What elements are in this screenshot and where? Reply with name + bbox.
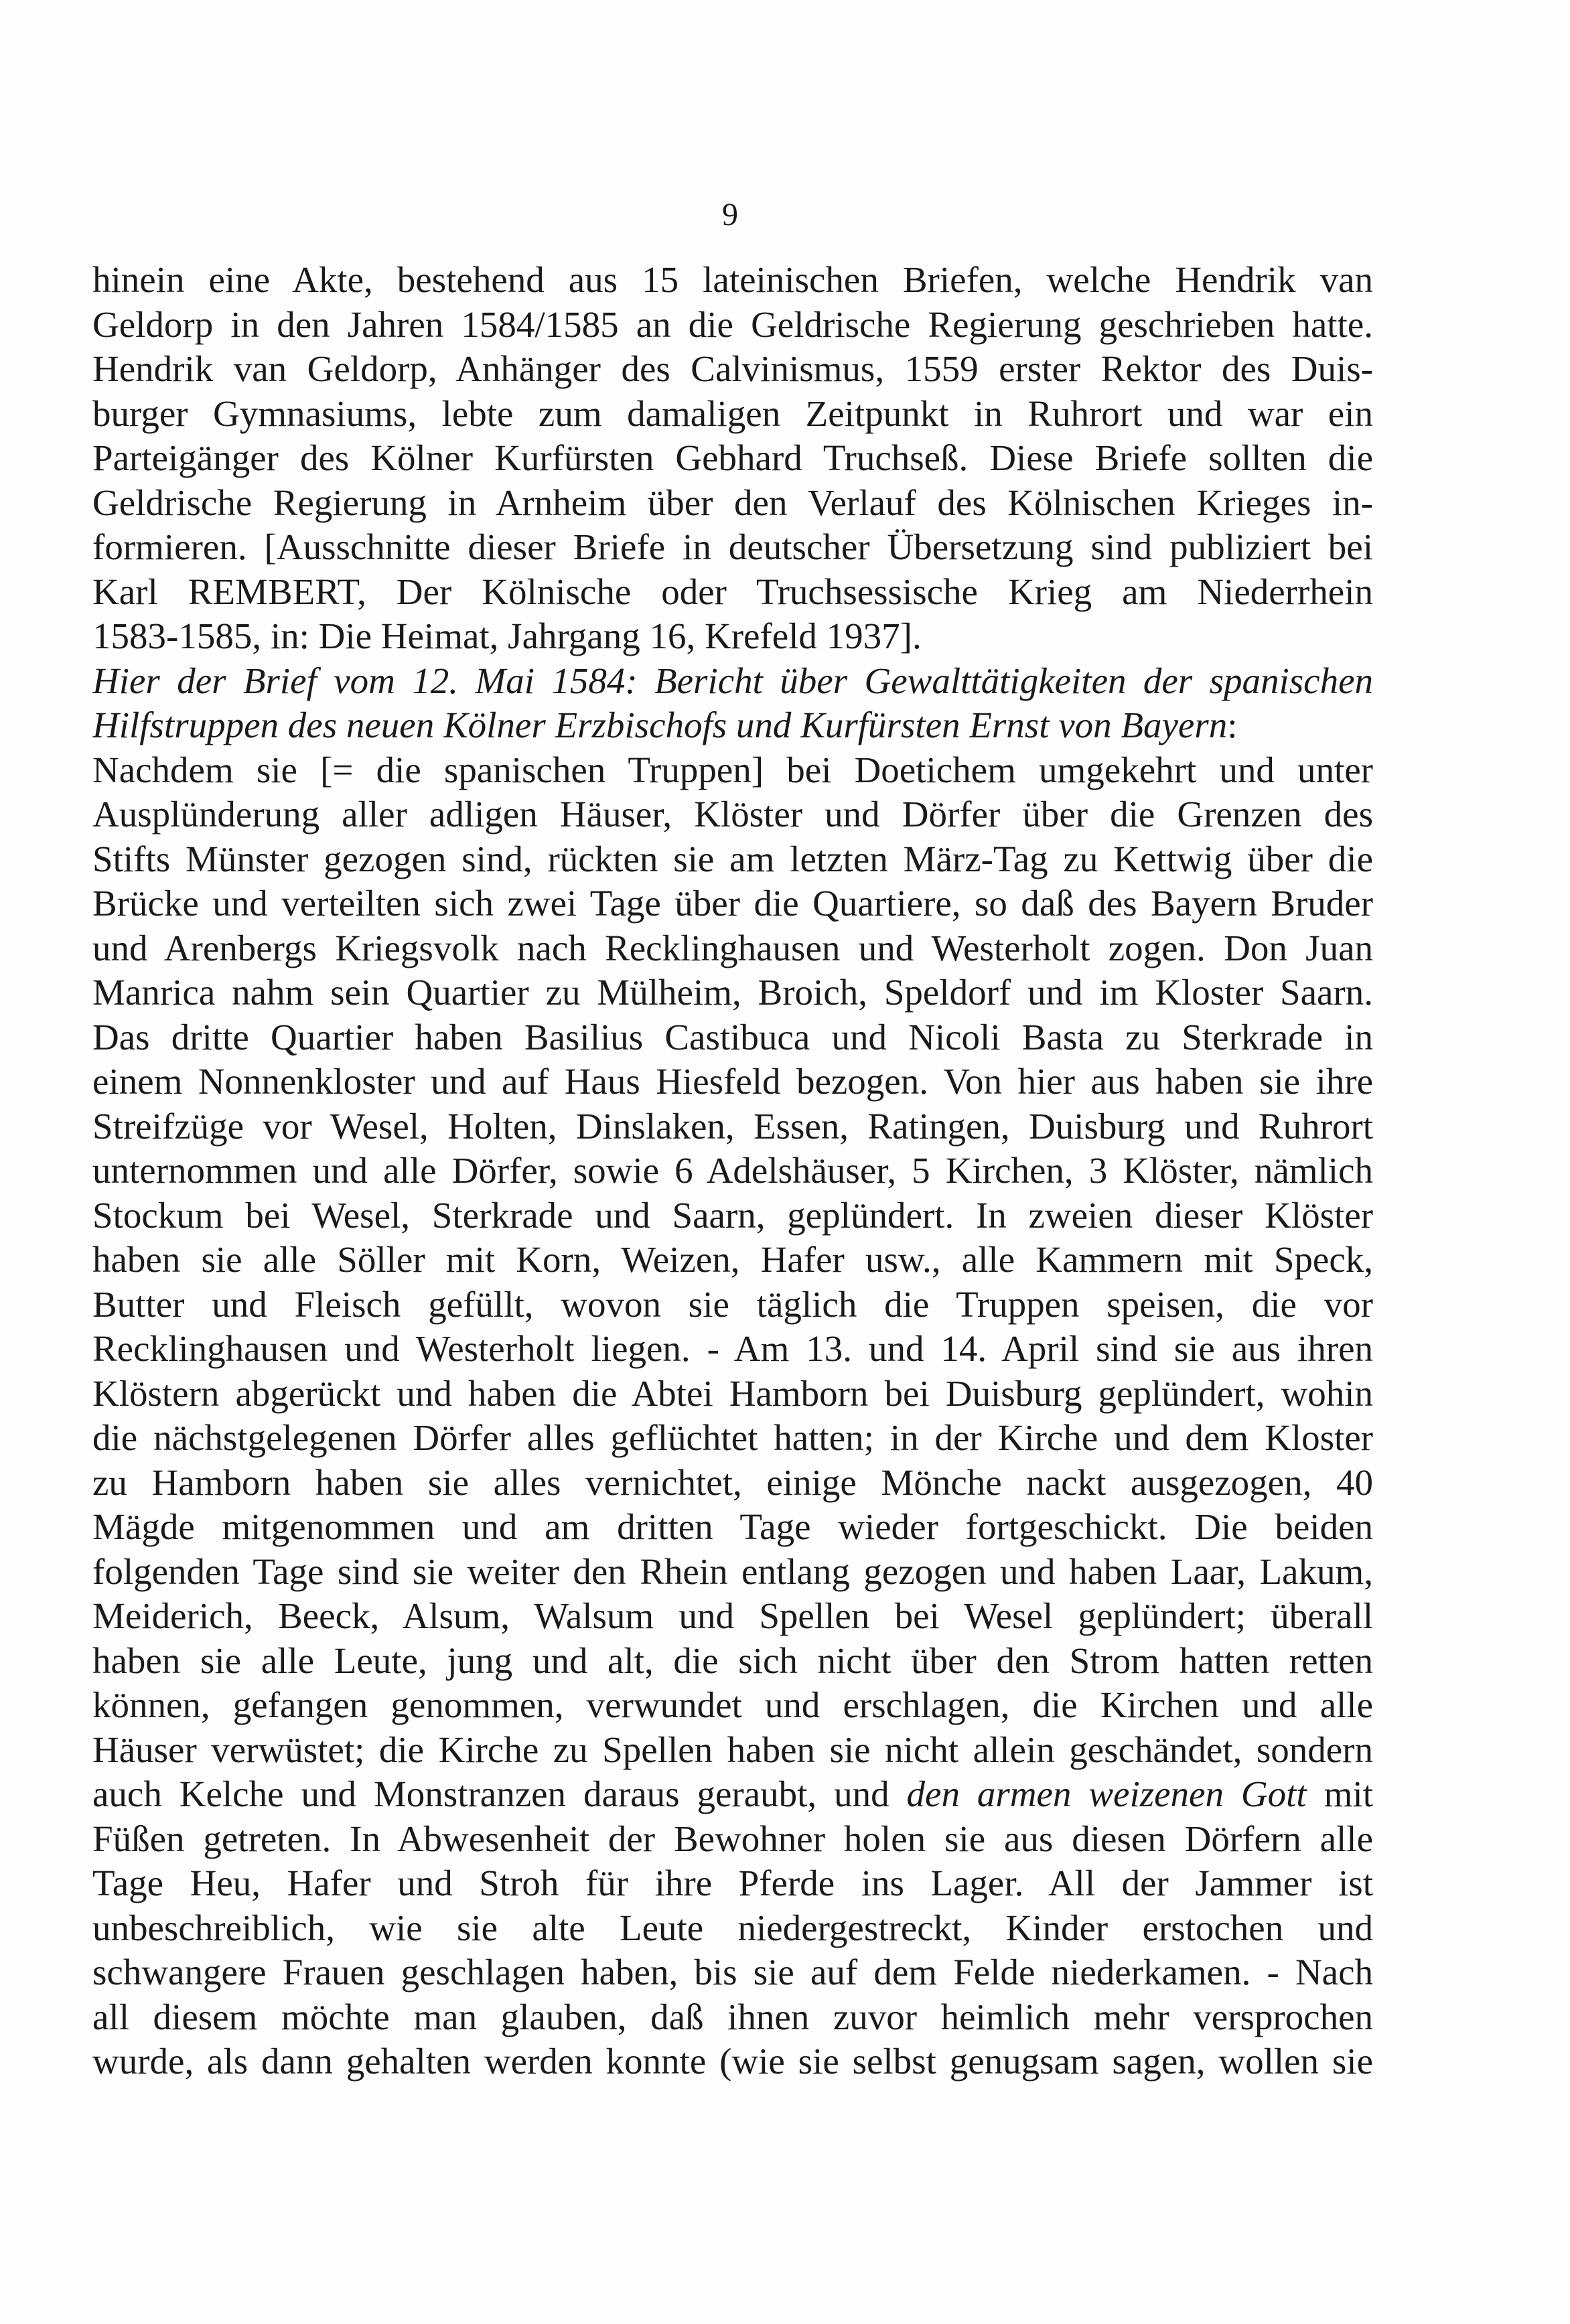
text-segment: Karl REMBERT, Der Kölnische oder Truchsessische Krieg am Niederrhein [92, 571, 1373, 612]
text-segment: auch Kelche und Monstranzen daraus geraubt, und [92, 1773, 907, 1814]
text-line [92, 1728, 1373, 1773]
text-segment: Parteigänger des Kölner Kurfürsten Gebhard Truchseß. Diese Briefe sollten die [92, 437, 1373, 478]
text-line [92, 1594, 1373, 1639]
text-line [92, 1015, 1373, 1060]
text-line [92, 1995, 1373, 2040]
text-segment: und Arenbergs Kriegsvolk nach Recklinghausen und Westerholt zogen. Don Juan [92, 927, 1373, 968]
text-line [92, 303, 1373, 348]
text-segment: zu Hamborn haben sie alles vernichtet, einige Mönche nackt ausgezogen, 40 [92, 1461, 1373, 1503]
text-segment: Manrica nahm sein Quartier zu Mülheim, Broich, Speldorf und im Kloster Saarn. [92, 972, 1373, 1013]
text-segment: wurde, als dann gehalten werden konnte (wie sie selbst genugsam sagen, wollen sie [92, 2041, 1373, 2082]
text-segment: haben sie alle Söller mit Korn, Weizen, Hafer usw., alle Kammern mit Speck, [92, 1239, 1373, 1280]
text-segment: Brücke und verteilten sich zwei Tage über die Quartiere, so daß des Bayern Bruder [92, 883, 1373, 924]
text-segment: die nächstgelegenen Dörfer alles geflüchtet hatten; in der Kirche und dem Kloster [92, 1417, 1373, 1458]
text-segment: unternommen und alle Dörfer, sowie 6 Adelshäuser, 5 Kirchen, 3 Klöster, nämlich [92, 1150, 1373, 1191]
text-segment: Stifts Münster gezogen sind, rückten sie am letzten März-Tag zu Kettwig über die [92, 838, 1373, 879]
italic-text-segment: Hier der Brief vom 12. Mai 1584: Bericht über Gewalttätigkeiten der spanischen [92, 660, 1373, 701]
text-line [92, 1283, 1373, 1327]
text-line [92, 570, 1373, 615]
text-line [92, 970, 1373, 1015]
text-segment: hinein eine Akte, bestehend aus 15 lateinischen Briefen, welche Hendrik van [92, 259, 1373, 300]
text-line [92, 614, 1373, 659]
text-segment: Ausplünderung aller adligen Häuser, Klöster und Dörfer über die Grenzen des [92, 794, 1373, 834]
text-line [92, 1238, 1373, 1283]
text-line [92, 1327, 1373, 1372]
text-segment: all diesem möchte man glauben, daß ihnen zuvor heimlich mehr versprochen [92, 1996, 1373, 2037]
text-line [92, 748, 1373, 793]
text-line [92, 1550, 1373, 1595]
text-line [92, 1639, 1373, 1684]
text-segment: Geldorp in den Jahren 1584/1585 an die Geldrische Regierung geschrieben hatte. [92, 303, 1373, 345]
text-segment: 1583-1585, in: Die Heimat, Jahrgang 16, Krefeld 1937]. [92, 615, 922, 656]
text-line [92, 1861, 1373, 1906]
text-line [92, 881, 1373, 926]
text-line [92, 1372, 1373, 1417]
text-line [92, 392, 1373, 437]
text-segment: einem Nonnenkloster und auf Haus Hiesfeld bezogen. Von hier aus haben sie ihre [92, 1061, 1373, 1102]
italic-text-segment: den armen weizenen Gott [906, 1773, 1307, 1814]
text-segment: : [1227, 705, 1238, 745]
text-line [92, 1950, 1373, 1995]
text-segment: Tage Heu, Hafer und Stroh für ihre Pferde ins Lager. All der Jammer ist [92, 1863, 1373, 1903]
text-line [92, 1461, 1373, 1506]
text-segment: formieren. [Ausschnitte dieser Briefe in deutscher Übersetzung sind publiziert bei [92, 526, 1373, 567]
text-line [92, 258, 1373, 303]
text-segment: Mägde mitgenommen und am dritten Tage wieder fortgeschickt. Die beiden [92, 1506, 1373, 1547]
text-line [92, 481, 1373, 526]
text-segment: Nachdem sie [= die spanischen Truppen] bei Doetichem umgekehrt und unter [92, 749, 1373, 790]
text-line [92, 837, 1373, 882]
text-line [92, 792, 1373, 837]
text-segment: unbeschreiblich, wie sie alte Leute niedergestreckt, Kinder erstochen und [92, 1907, 1373, 1948]
text-line [92, 1906, 1373, 1951]
text-segment: Meiderich, Beeck, Alsum, Walsum und Spellen bei Wesel geplündert; überall [92, 1595, 1373, 1636]
text-line [92, 1416, 1373, 1461]
text-segment: Streifzüge vor Wesel, Holten, Dinslaken, Essen, Ratingen, Duisburg und Ruhrort [92, 1105, 1373, 1147]
text-line [92, 525, 1373, 570]
text-segment: Das dritte Quartier haben Basilius Castibuca und Nicoli Basta zu Sterkrade in [92, 1016, 1373, 1058]
text-line [92, 1149, 1373, 1193]
text-line [92, 1772, 1373, 1817]
text-segment: mit [1306, 1773, 1373, 1814]
text-segment: Füßen getreten. In Abwesenheit der Bewohner holen sie aus diesen Dörfern alle [92, 1818, 1373, 1859]
text-line [92, 1683, 1373, 1728]
text-segment: Stockum bei Wesel, Sterkrade und Saarn, geplündert. In zweien dieser Klöster [92, 1194, 1373, 1236]
text-line [92, 436, 1373, 481]
text-segment: Geldrische Regierung in Arnheim über den Verlauf des Kölnischen Krieges in- [92, 482, 1373, 523]
text-line [92, 347, 1373, 392]
text-segment: burger Gymnasiums, lebte zum damaligen Zeitpunkt in Ruhrort und war ein [92, 392, 1373, 434]
body-text [92, 258, 1373, 2084]
text-line [92, 1817, 1373, 1862]
text-segment: Häuser verwüstet; die Kirche zu Spellen haben sie nicht allein geschändet, sondern [92, 1729, 1373, 1770]
text-line [92, 926, 1373, 971]
text-line [92, 2039, 1373, 2084]
text-line [92, 1060, 1373, 1104]
page-number: 9 [722, 197, 738, 232]
text-segment: können, gefangen genommen, verwundet und erschlagen, die Kirchen und alle [92, 1684, 1373, 1725]
text-segment: haben sie alle Leute, jung und alt, die sich nicht über den Strom hatten retten [92, 1640, 1373, 1681]
text-line [92, 1505, 1373, 1550]
text-segment: Klöstern abgerückt und haben die Abtei Hamborn bei Duisburg geplündert, wohin [92, 1372, 1373, 1414]
italic-text-segment: Hilfstruppen des neuen Kölner Erzbischofs und Kurfürsten Ernst von Bayern [92, 705, 1228, 745]
text-segment: Butter und Fleisch gefüllt, wovon sie täglich die Truppen speisen, die vor [92, 1283, 1373, 1325]
text-line [92, 1193, 1373, 1238]
text-segment: Hendrik van Geldorp, Anhänger des Calvinismus, 1559 erster Rektor des Duis- [92, 348, 1373, 389]
text-segment: folgenden Tage sind sie weiter den Rhein entlang gezogen und haben Laar, Lakum, [92, 1550, 1373, 1592]
text-line [92, 659, 1373, 704]
text-line [92, 1104, 1373, 1149]
text-line [92, 703, 1373, 748]
text-segment: Recklinghausen und Westerholt liegen. - Am 13. und 14. April sind sie aus ihren [92, 1328, 1373, 1369]
text-segment: schwangere Frauen geschlagen haben, bis sie auf dem Felde niederkamen. - Nach [92, 1952, 1373, 1992]
